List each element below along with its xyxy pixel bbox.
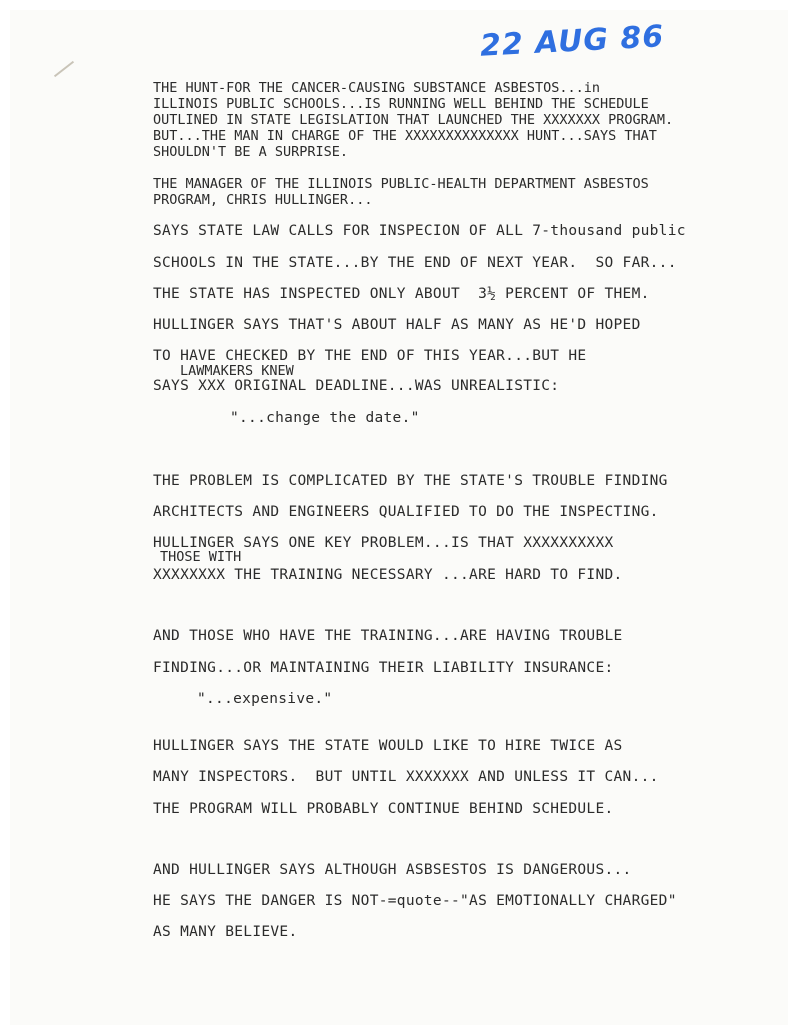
text-insertion: THOSE WITH: [160, 549, 242, 565]
pencil-mark: [54, 61, 74, 77]
text-line: TO HAVE CHECKED BY THE END OF THIS YEAR...BUT HE: [153, 348, 587, 364]
text-line: AND HULLINGER SAYS ALTHOUGH ASBSESTOS IS DANGEROUS...: [153, 862, 632, 878]
text-line: SAYS STATE LAW CALLS FOR INSPECION OF ALL 7-thousand public: [153, 223, 686, 239]
text-line: AND THOSE WHO HAVE THE TRAINING...ARE HAVING TROUBLE: [153, 628, 623, 644]
handwritten-date-annotation: 22 AUG 86: [479, 19, 666, 64]
quote-line: "...change the date.": [230, 410, 420, 426]
text-line: FINDING...OR MAINTAINING THEIR LIABILITY INSURANCE:: [153, 660, 614, 676]
text-line: THE MANAGER OF THE ILLINOIS PUBLIC-HEALTH DEPARTMENT ASBESTOS: [153, 176, 649, 192]
text-line: AS MANY BELIEVE.: [153, 924, 298, 940]
text-line: ARCHITECTS AND ENGINEERS QUALIFIED TO DO THE INSPECTING.: [153, 504, 659, 520]
text-line: MANY INSPECTORS. BUT UNTIL XXXXXXX AND UNLESS IT CAN...: [153, 769, 659, 785]
text-line: PROGRAM, CHRIS HULLINGER...: [153, 192, 373, 208]
text-line: THE PROBLEM IS COMPLICATED BY THE STATE'S TROUBLE FINDING: [153, 473, 668, 489]
text-insertion: LAWMAKERS KNEW: [180, 363, 294, 379]
text-line: THE STATE HAS INSPECTED ONLY ABOUT 3½ PERCENT OF THEM.: [153, 286, 650, 302]
text-line: HULLINGER SAYS ONE KEY PROBLEM...IS THAT XXXXXXXXXX: [153, 535, 614, 551]
text-line: SAYS XXX ORIGINAL DEADLINE...WAS UNREALISTIC:: [153, 378, 560, 394]
text-line: THE PROGRAM WILL PROBABLY CONTINUE BEHIND SCHEDULE.: [153, 801, 614, 817]
text-line: HULLINGER SAYS THE STATE WOULD LIKE TO HIRE TWICE AS: [153, 738, 623, 754]
text-line: HULLINGER SAYS THAT'S ABOUT HALF AS MANY AS HE'D HOPED: [153, 317, 641, 333]
text-line: XXXXXXXX THE TRAINING NECESSARY ...ARE HARD TO FIND.: [153, 567, 623, 583]
text-line: OUTLINED IN STATE LEGISLATION THAT LAUNCHED THE XXXXXXX PROGRAM.: [153, 112, 674, 128]
quote-line: "...expensive.": [197, 691, 333, 707]
text-line: ILLINOIS PUBLIC SCHOOLS...IS RUNNING WELL BEHIND THE SCHEDULE: [153, 96, 649, 112]
text-line: THE HUNT-FOR THE CANCER-CAUSING SUBSTANCE ASBESTOS...in: [153, 80, 601, 96]
text-line: SHOULDN'T BE A SURPRISE.: [153, 144, 349, 160]
text-line: SCHOOLS IN THE STATE...BY THE END OF NEXT YEAR. SO FAR...: [153, 255, 677, 271]
text-line: HE SAYS THE DANGER IS NOT-=quote--"AS EMOTIONALLY CHARGED": [153, 893, 677, 909]
text-line: BUT...THE MAN IN CHARGE OF THE XXXXXXXXXXXXXX HUNT...SAYS THAT: [153, 128, 657, 144]
